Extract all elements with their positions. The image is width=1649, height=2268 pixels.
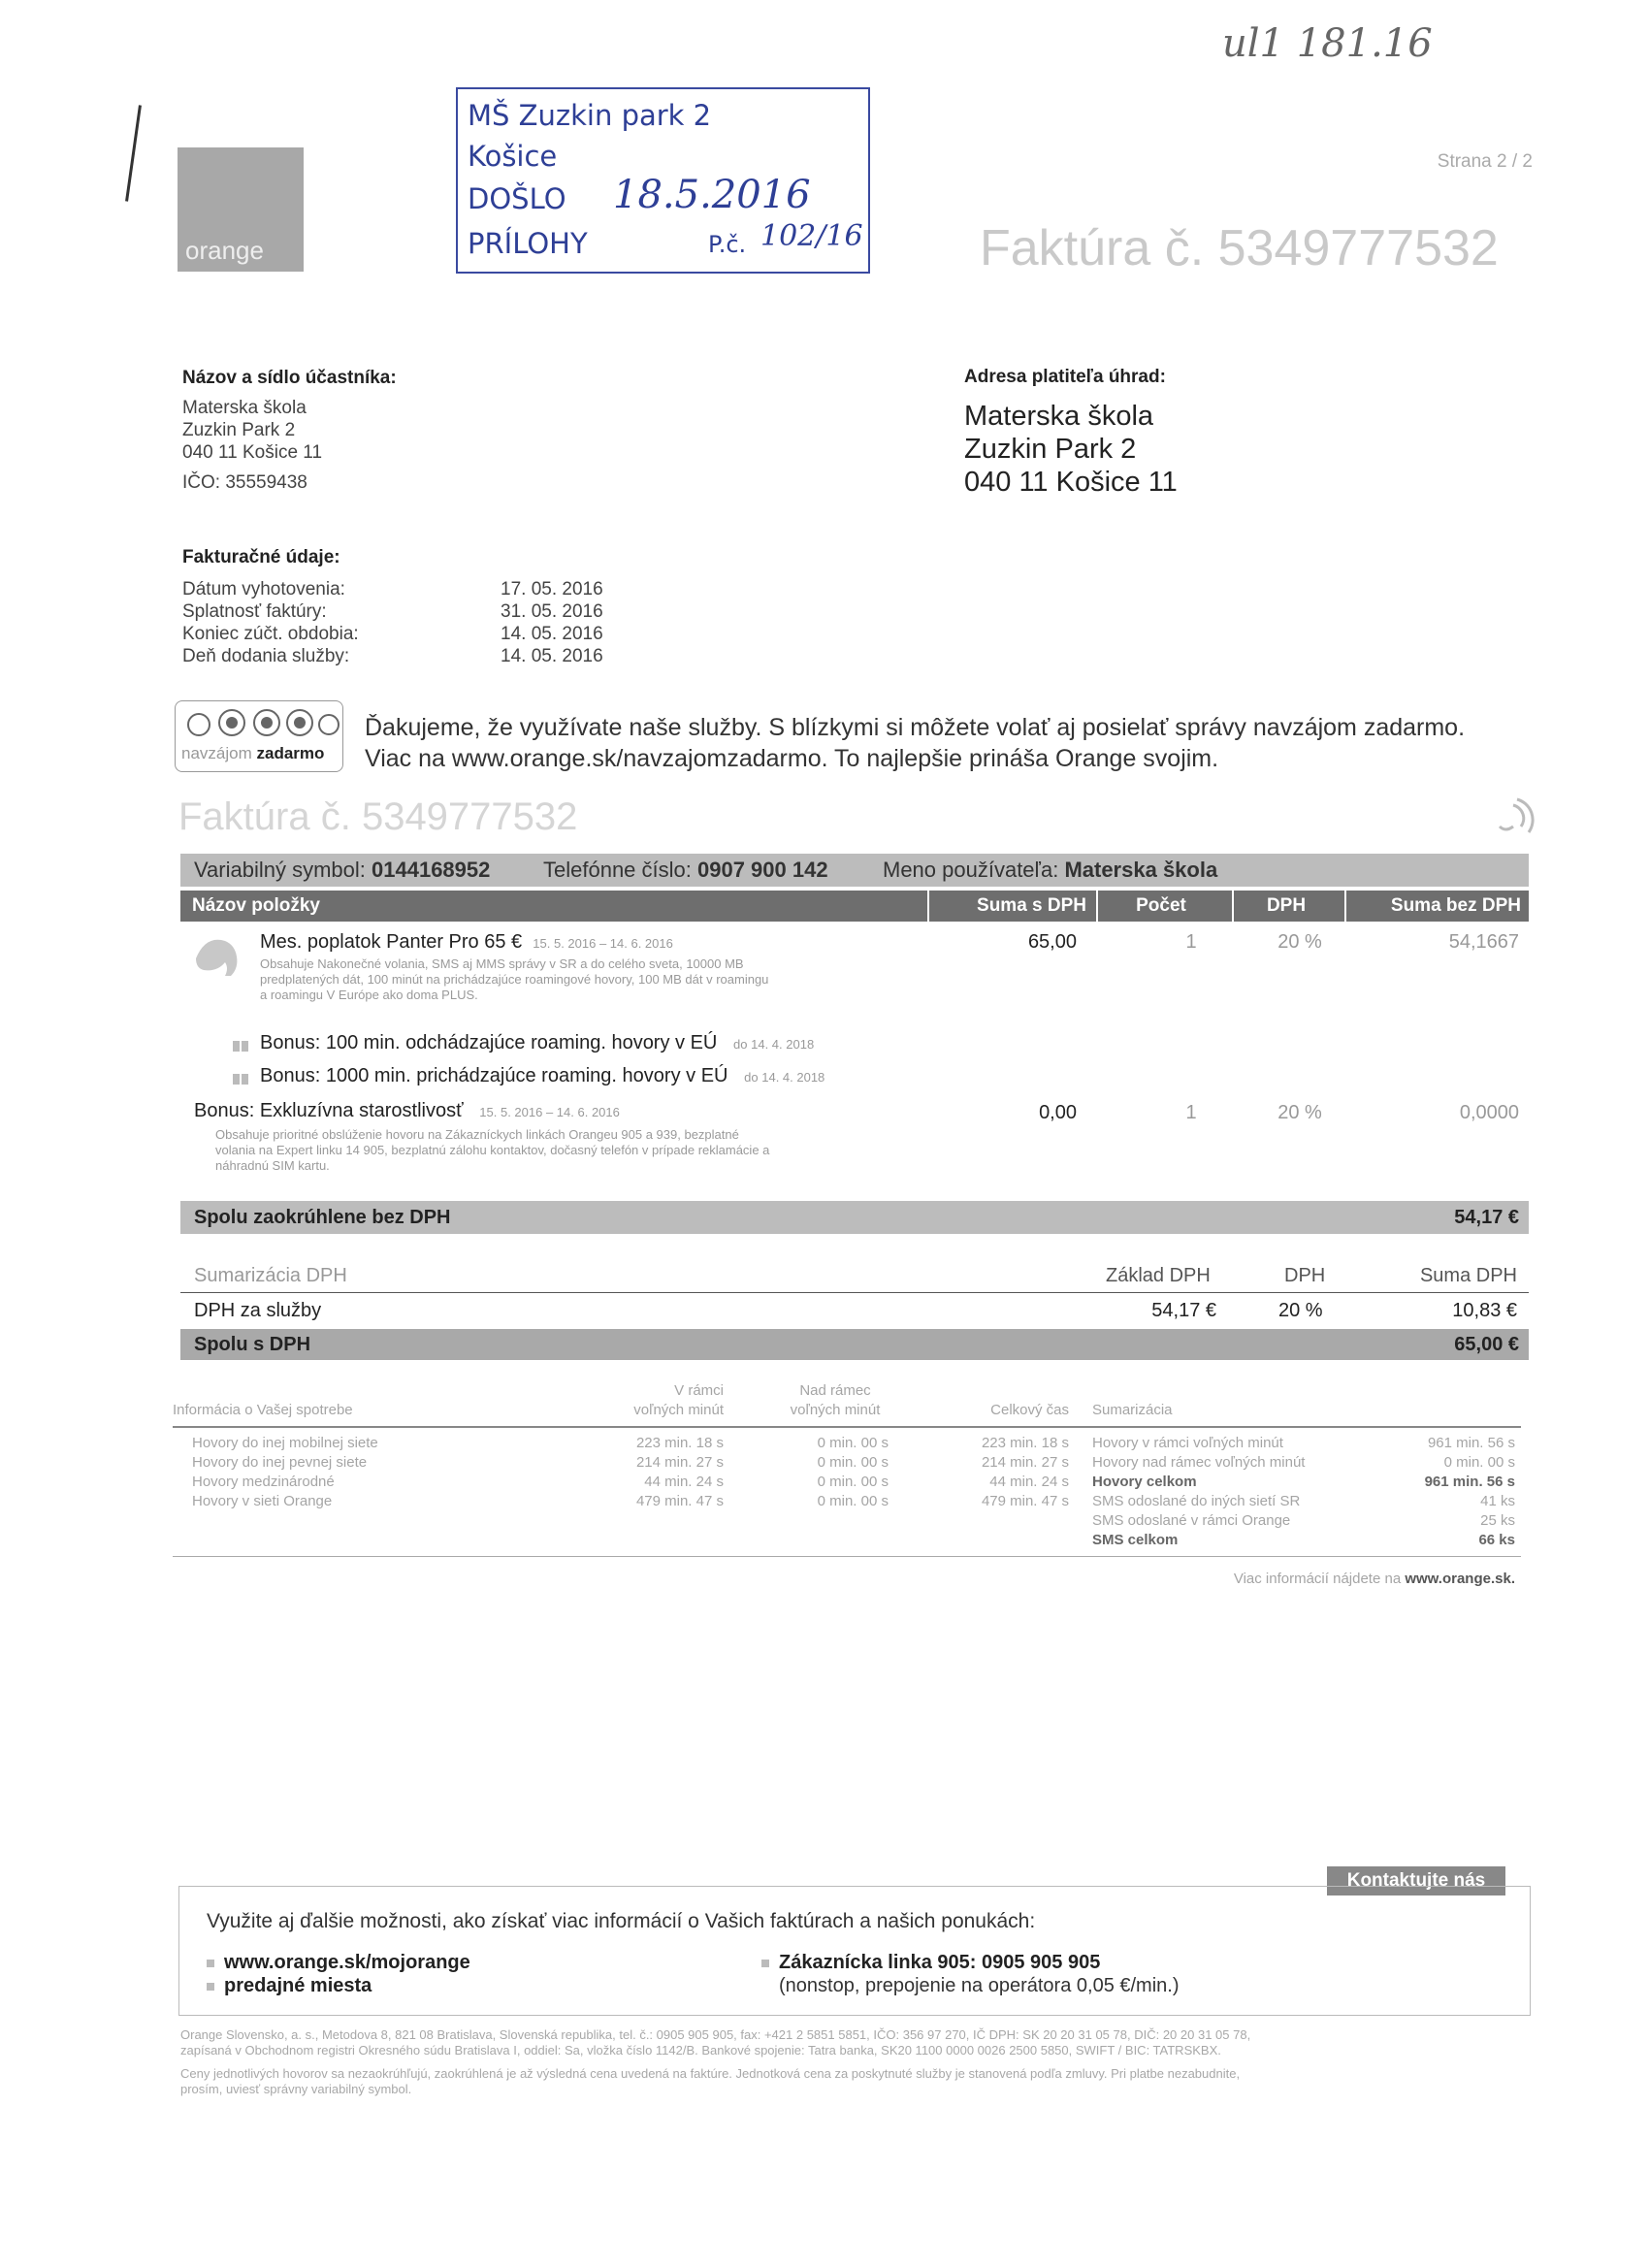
more-info-text: Viac informácií nájdete na <box>1233 1571 1402 1587</box>
bullet-icon <box>207 1983 214 1991</box>
cons-row-label: Hovory do inej mobilnej siete <box>192 1435 378 1451</box>
billing-label: Dátum vyhotovenia: <box>182 579 345 599</box>
user-label: Meno používateľa: <box>883 858 1059 882</box>
col-name: Názov položky <box>192 895 320 916</box>
payer-block <box>964 367 1178 499</box>
cons-summary-value: 25 ks <box>1480 1512 1515 1529</box>
stamp-line1: MŠ Zuzkin park 2 <box>468 99 712 132</box>
total-vat-bar <box>180 1329 1529 1360</box>
footer-line: Ceny jednotlivých hovorov sa nezaokrúhľujú, zaokrúhlená je až výsledná cena uvedená na faktúre. Jednotková cena za poskytnuté služby je stanovená podľa zmluvy. Pri platbe nezabudnite, <box>180 2066 1241 2081</box>
item1-desc-line: a roamingu V Európe ako doma PLUS. <box>260 988 478 1002</box>
footer <box>180 2027 1531 2097</box>
vat-row-vat: 20 % <box>1278 1300 1323 1321</box>
item2-title: Bonus: Exkluzívna starostlivosť <box>194 1100 464 1121</box>
cons-summary-value: 41 ks <box>1480 1493 1515 1509</box>
people-icon <box>176 703 342 742</box>
footer-line: prosím, uviesť správny variabilný symbol. <box>180 2082 412 2096</box>
item1-title-row <box>260 931 673 954</box>
consumption-heading: Informácia o Vašej spotrebe <box>173 1402 353 1418</box>
billing-block <box>182 547 648 671</box>
tel-label: Telefónne číslo: <box>543 858 692 882</box>
cons-col-total: Celkový čas <box>990 1402 1069 1418</box>
vat-col-vat: DPH <box>1284 1265 1326 1286</box>
item2-sum-vat: 0,00 <box>1039 1102 1077 1123</box>
item1-desc-line: predplatených dát, 100 minút na prichádzajúce roamingové hovory, 100 MB dát v roamingu <box>260 972 769 987</box>
col-sum-vat: Suma s DPH <box>977 895 1086 916</box>
item2-title-row <box>194 1100 620 1122</box>
bonus1-until: do 14. 4. 2018 <box>733 1037 815 1052</box>
payer-street: Zuzkin Park 2 <box>964 434 1137 465</box>
cons-summary-value: 961 min. 56 s <box>1424 1474 1515 1490</box>
payer-heading: Adresa platiteľa úhrad: <box>964 367 1166 387</box>
bonus2-until: do 14. 4. 2018 <box>744 1070 825 1085</box>
total-rounded-value: 54,17 € <box>1454 1206 1519 1228</box>
gift-icon <box>231 1067 250 1086</box>
cons-summary-label: SMS odoslané do iných sietí SR <box>1092 1493 1301 1509</box>
bonus2-row <box>260 1065 824 1087</box>
promo-line1: Ďakujeme, že využívate naše služby. S blízkymi si môžete volať aj posielať správy navzájom zadarmo. <box>365 714 1466 741</box>
item1-title: Mes. poplatok Panter Pro 65 € <box>260 931 523 953</box>
stamp-line2: Košice <box>468 140 558 173</box>
vat-col-base: Základ DPH <box>1106 1265 1211 1286</box>
item1-description <box>260 956 768 1003</box>
cons-summary-value: 0 min. 00 s <box>1443 1454 1515 1471</box>
item1-sum-novat: 54,1667 <box>1448 931 1519 953</box>
bullet-icon <box>761 1960 769 1967</box>
total-vat-value: 65,00 € <box>1454 1333 1519 1355</box>
more-info-link[interactable]: www.orange.sk. <box>1405 1571 1515 1587</box>
contact-link-row <box>207 1974 470 1997</box>
cons-row-in-value: 223 min. 18 s <box>635 1435 724 1451</box>
billing-heading: Fakturačné údaje: <box>182 547 340 567</box>
handwritten-note: ul1 181.16 <box>1222 21 1433 66</box>
cons-row-total-value: 44 min. 24 s <box>989 1474 1069 1490</box>
cons-row-label: Hovory v sieti Orange <box>192 1493 333 1509</box>
billing-label: Koniec zúčt. obdobia: <box>182 624 359 644</box>
billing-label: Splatnosť faktúry: <box>182 601 327 622</box>
vat-row-label: DPH za služby <box>194 1300 322 1321</box>
vs-label: Variabilný symbol: <box>194 858 366 882</box>
footer-line: zapísaná v Obchodnom registri Okresného súdu Bratislava I, oddiel: Sa, vložka číslo 1142/B. Bankové spojenie: Tatra banka, SK20 1100 0000 0026 2500 5850, SWIFT / BIC: TATRSKBX. <box>180 2043 1221 2057</box>
stamp-pc-value: 102/16 <box>760 219 863 253</box>
item1-desc-line: Obsahuje Nakonečné volania, SMS aj MMS správy v SR a do celého sveta, 10000 MB <box>260 956 744 971</box>
phone-waves-icon <box>1490 797 1535 842</box>
cons-row-out-value: 0 min. 00 s <box>817 1454 889 1471</box>
info-bar <box>180 854 1529 887</box>
contact-button[interactable]: Kontaktujte nás <box>1327 1866 1505 1895</box>
item2-count: 1 <box>1185 1102 1197 1123</box>
promo-text <box>365 712 1465 774</box>
stamp-received-date: 18.5.2016 <box>613 173 811 217</box>
item1-sum-vat: 65,00 <box>1027 931 1077 953</box>
billing-value: 17. 05. 2016 <box>501 579 603 599</box>
cons-row-in-value: 479 min. 47 s <box>635 1493 724 1509</box>
cons-col-in <box>582 1381 724 1420</box>
hotline: Zákaznícka linka 905: 0905 905 905 <box>779 1952 1101 1973</box>
cons-row-total-value: 479 min. 47 s <box>981 1493 1069 1509</box>
stamp-received-label: DOŠLO <box>468 182 566 215</box>
item1-count: 1 <box>1185 931 1197 953</box>
cons-row-label: Hovory do inej pevnej siete <box>192 1454 368 1471</box>
cons-row-out-value: 0 min. 00 s <box>817 1474 889 1490</box>
bonus2-title: Bonus: 1000 min. prichádzajúce roaming. hovory v EÚ <box>260 1065 728 1086</box>
contact-box <box>178 1886 1531 2016</box>
bonus1-title: Bonus: 100 min. odchádzajúce roaming. hovory v EÚ <box>260 1032 718 1053</box>
subscriber-street: Zuzkin Park 2 <box>182 420 296 440</box>
cons-row-total-value: 214 min. 27 s <box>981 1454 1069 1471</box>
tel-value: 0907 900 142 <box>697 858 828 882</box>
payer-city: 040 11 Košice 11 <box>964 467 1178 498</box>
subscriber-heading: Názov a sídlo účastníka: <box>182 368 397 388</box>
logo-text: orange <box>185 236 264 265</box>
item2-desc-line: náhradnú SIM kartu. <box>215 1158 330 1173</box>
mojorange-link[interactable]: www.orange.sk/mojorange <box>224 1952 470 1973</box>
invoice-title: Faktúra č. 5349777532 <box>980 220 1499 276</box>
cons-col-out-line: voľných minút <box>790 1402 881 1418</box>
orange-logo <box>178 147 304 272</box>
page-number: Strana 2 / 2 <box>1437 151 1533 172</box>
cons-summary-label: SMS odoslané v rámci Orange <box>1092 1512 1291 1529</box>
subscriber-block <box>182 367 397 494</box>
total-vat-label: Spolu s DPH <box>194 1333 311 1355</box>
promo-badge <box>175 700 343 772</box>
billing-value: 31. 05. 2016 <box>501 601 603 622</box>
hotline-note: (nonstop, prepojenie na operátora 0,05 €/min.) <box>779 1975 1180 1996</box>
user-value: Materska škola <box>1064 858 1218 882</box>
cons-col-in-line: voľných minút <box>633 1402 724 1418</box>
item2-vat: 20 % <box>1277 1102 1322 1123</box>
cons-summary-values <box>1364 1434 1515 1550</box>
cons-row-out <box>766 1434 889 1511</box>
cons-summary-label: SMS celkom <box>1092 1532 1179 1548</box>
col-sum-novat: Suma bez DPH <box>1390 895 1521 916</box>
divider <box>180 1292 1529 1293</box>
margin-stroke <box>125 105 142 201</box>
total-rounded-label: Spolu zaokrúhlene bez DPH <box>194 1206 451 1228</box>
panther-icon <box>190 929 244 980</box>
promo-line2: Viac na www.orange.sk/navzajomzadarmo. To najlepšie prináša Orange svojim. <box>365 745 1219 772</box>
cons-row-labels <box>192 1434 378 1511</box>
cons-summary-value: 961 min. 56 s <box>1427 1435 1515 1451</box>
item2-desc-line: Obsahuje prioritné obslúženie hovoru na Zákazníckych linkách Orangeu 905 a 939, bezplatné <box>215 1127 739 1142</box>
stamp-attachments-label: PRÍLOHY <box>468 227 588 260</box>
cons-summary-label: Hovory nad rámec voľných minút <box>1092 1454 1306 1471</box>
contact-intro: Využite aj ďalšie možnosti, ako získať viac informácií o Vašich faktúrach a našich ponukách: <box>207 1910 1036 1932</box>
cons-row-in <box>582 1434 724 1511</box>
col-count: Počet <box>1136 895 1186 916</box>
item2-desc-line: volania na Expert linku 14 905, bezplatnú zálohu kontaktov, dočasný telefón v prípade reklamácie a <box>215 1143 770 1157</box>
billing-label: Deň dodania služby: <box>182 646 350 666</box>
cons-summary-value: 66 ks <box>1478 1532 1515 1548</box>
divider <box>173 1556 1521 1557</box>
cons-row-label: Hovory medzinárodné <box>192 1474 335 1490</box>
item1-period: 15. 5. 2016 – 14. 6. 2016 <box>533 936 673 951</box>
vs-value: 0144168952 <box>372 858 491 882</box>
cons-row-out-value: 0 min. 00 s <box>817 1435 889 1451</box>
cons-col-out <box>772 1381 898 1420</box>
vat-summary-heading: Sumarizácia DPH <box>194 1265 347 1286</box>
badge-bold-text: zadarmo <box>256 744 325 762</box>
cons-col-out-line: Nad rámec <box>799 1382 871 1399</box>
divider <box>173 1426 1521 1428</box>
footer-line: Orange Slovensko, a. s., Metodova 8, 821 08 Bratislava, Slovenská republika, tel. č.: 0905 905 905, fax: +421 2 5851 5851, IČO: 356 97 270, IČ DPH: SK 20 20 31 05 78, DIČ: 20 20 31 05 78, <box>180 2027 1251 2042</box>
cons-row-in-value: 44 min. 24 s <box>644 1474 724 1490</box>
items-table-header <box>180 891 1529 922</box>
stores-link[interactable]: predajné miesta <box>224 1975 372 1996</box>
received-stamp <box>456 87 870 274</box>
stamp-pc-label: P.č. <box>708 231 747 258</box>
bonus1-row <box>260 1032 814 1054</box>
item1-vat: 20 % <box>1277 931 1322 953</box>
contact-link-row <box>207 1951 470 1974</box>
gift-icon <box>231 1034 250 1053</box>
badge-gray-text: navzájom <box>181 744 252 762</box>
cons-summary-label: Hovory celkom <box>1092 1474 1197 1490</box>
vat-col-sum: Suma DPH <box>1419 1265 1517 1286</box>
payer-name: Materska škola <box>964 401 1154 432</box>
total-rounded-bar <box>180 1201 1529 1234</box>
subscriber-ico: IČO: 35559438 <box>182 472 307 493</box>
item2-description <box>215 1127 769 1174</box>
hotline-row <box>761 1951 1180 1974</box>
subscriber-city: 040 11 Košice 11 <box>182 442 323 463</box>
cons-row-in-value: 214 min. 27 s <box>635 1454 724 1471</box>
subscriber-name: Materska škola <box>182 398 307 418</box>
item2-period: 15. 5. 2016 – 14. 6. 2016 <box>479 1105 620 1119</box>
cons-col-in-line: V rámci <box>674 1382 724 1399</box>
cons-more-info <box>1067 1570 1515 1589</box>
cons-row-out-value: 0 min. 00 s <box>817 1493 889 1509</box>
vat-row-base: 54,17 € <box>1151 1300 1216 1321</box>
cons-row-total <box>931 1434 1069 1511</box>
cons-row-total-value: 223 min. 18 s <box>981 1435 1069 1451</box>
bullet-icon <box>207 1960 214 1967</box>
billing-value: 14. 05. 2016 <box>501 646 603 666</box>
invoice-title-secondary: Faktúra č. 5349777532 <box>178 795 578 838</box>
item2-sum-novat: 0,0000 <box>1459 1102 1519 1123</box>
col-vat: DPH <box>1266 895 1307 916</box>
billing-value: 14. 05. 2016 <box>501 624 603 644</box>
cons-summary-labels <box>1092 1434 1305 1550</box>
cons-summary-label: Hovory v rámci voľných minút <box>1092 1435 1283 1451</box>
vat-row-sum: 10,83 € <box>1452 1300 1517 1321</box>
cons-col-summary: Sumarizácia <box>1092 1402 1173 1418</box>
